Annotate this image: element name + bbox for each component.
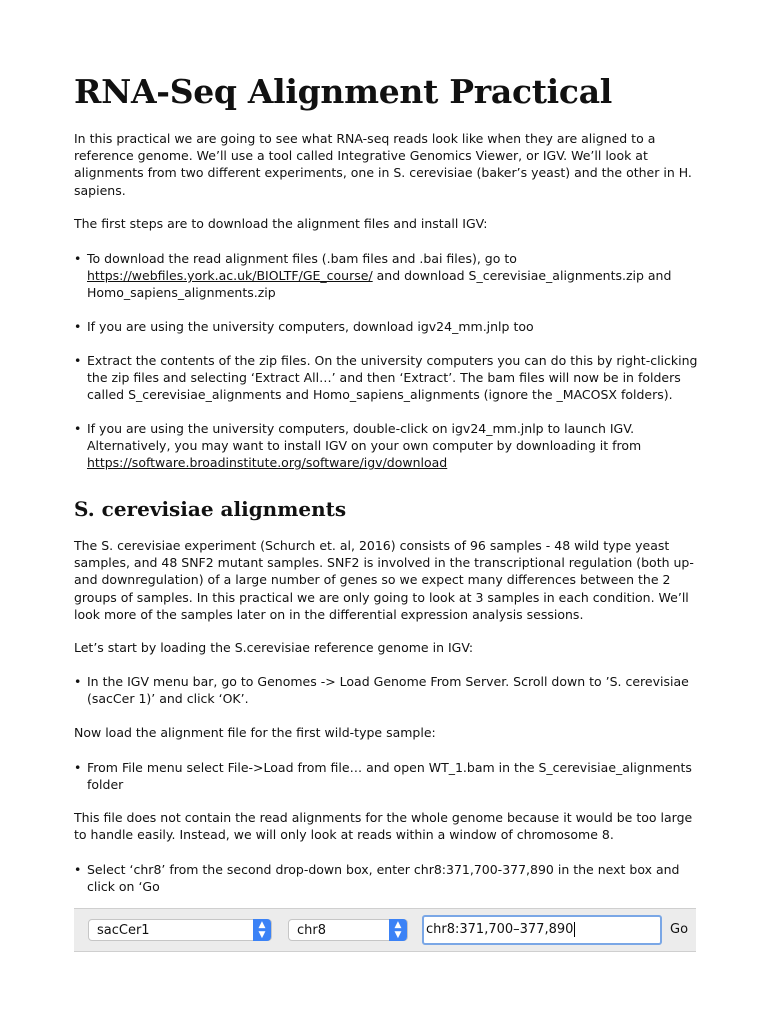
section-paragraph: The S. cerevisiae experiment (Schurch et. al, 2016) consists of 96 samples - 48 wild type yeast samples, and 48 SNF2 mutant samples. SNF2 is involved in the transcriptional regulation (both up- and downregulation) of a large number of genes so we expect many differences between the 2 groups of samples. In this practical we are only going to look at 3 samples in each condition. We’ll look more of the samples later on in the differential expression analysis sessions. <box>74 538 694 622</box>
igv-download-link[interactable]: https://software.broadinstitute.org/software/igv/download <box>87 455 448 471</box>
igv-toolbar-screenshot <box>74 908 696 952</box>
list-item: • Select ‘chr8’ from the second drop-down box, enter chr8:371,700-377,890 in the next box and click on ‘Go <box>74 861 698 895</box>
intro-paragraph: In this practical we are going to see what RNA-seq reads look like when they are aligned to a reference genome. We’ll use a tool called Integrative Genomics Viewer, or IGV. We’ll look at alignments from two different experiments, one in S. cerevisiae (baker’s yeast) and the other in H. sapiens. <box>74 131 692 198</box>
steps-list-4 <box>74 420 698 472</box>
list-item: • If you are using the university computers, double-click on igv24_mm.jnlp to launch IGV. Alternatively, you may want to install IGV on your own computer by downloading it from https://software.broadinstitute.org/software/igv/download <box>74 420 698 472</box>
text-cursor <box>574 922 575 937</box>
genome-dropdown-value: sacCer1 <box>97 923 150 938</box>
steps-list <box>74 250 698 302</box>
first-steps-paragraph: The first steps are to download the alignment files and install IGV: <box>74 216 488 231</box>
section-paragraph: Let’s start by loading the S.cerevisiae reference genome in IGV: <box>74 640 474 655</box>
chevron-updown-icon: ▲ ▼ <box>389 919 407 941</box>
list-item: • To download the read alignment files (.bam files and .bai files), go to https://webfiles.york.ac.uk/BIOLTF/GE_course/ and download S_cerevisiae_alignments.zip and Homo_sapiens_alignments.zip <box>74 250 698 302</box>
download-link[interactable]: https://webfiles.york.ac.uk/BIOLTF/GE_course/ <box>87 268 373 284</box>
list-item: • If you are using the university computers, download igv24_mm.jnlp too <box>74 318 698 335</box>
steps-list-2 <box>74 318 698 335</box>
section-heading: S. cerevisiae alignments <box>74 497 347 521</box>
chromosome-dropdown[interactable] <box>288 919 408 941</box>
list-item: • From File menu select File->Load from file… and open WT_1.bam in the S_cerevisiae_alignments folder <box>74 759 698 793</box>
locus-input[interactable] <box>422 915 662 945</box>
list-item: • Extract the contents of the zip files. On the university computers you can do this by right-clicking the zip files and selecting ‘Extract All…’ and then ‘Extract’. The bam files will now be in folders called S_cerevisiae_alignments and Homo_sapiens_alignments (ignore the _MACOSX folders). <box>74 352 698 404</box>
steps-list-3 <box>74 352 698 404</box>
section-paragraph: Now load the alignment file for the first wild-type sample: <box>74 725 436 740</box>
chevron-updown-icon: ▲ ▼ <box>253 919 271 941</box>
locus-input-value: chr8:371,700–377,890 <box>426 922 574 937</box>
chromosome-dropdown-value: chr8 <box>297 923 327 938</box>
genome-dropdown[interactable] <box>88 919 272 941</box>
bullet-list <box>74 861 698 895</box>
bullet-list <box>74 673 698 707</box>
go-button[interactable]: Go <box>670 922 689 937</box>
list-item: • In the IGV menu bar, go to Genomes -> Load Genome From Server. Scroll down to ’S. cerevisiae (sacCer 1)’ and click ‘OK’. <box>74 673 698 707</box>
page-title: RNA-Seq Alignment Practical <box>74 72 613 111</box>
section-paragraph: This file does not contain the read alignments for the whole genome because it would be too large to handle easily. Instead, we will only look at reads within a window of chromosome 8. <box>74 810 693 843</box>
bullet-list <box>74 759 698 793</box>
